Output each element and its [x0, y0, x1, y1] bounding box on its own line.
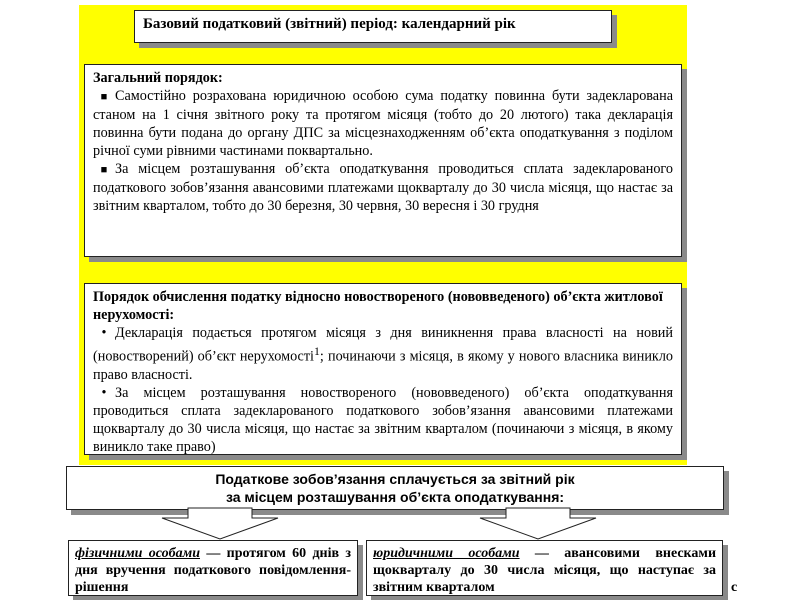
new-property-item-1-text: Декларація подається протягом місяця з дня виникнення права власності на новий (новостворений) об’єкт нерухомості — [93, 325, 673, 365]
new-property-box — [84, 283, 682, 455]
general-item-2-text: За місцем розташування об’єкта оподаткування проводиться сплата задекларованого податкового зобов’язання авансовими платежами щокварталу до 30 числа місяця, що настає за звітним кварталом, тобто до 30 березня, 30 червня, 30 вересня і 30 грудня — [93, 161, 673, 214]
period-title: Базовий податковий (звітний) період: календарний рік — [134, 10, 612, 43]
general-item-1 — [93, 87, 673, 160]
summary-line-2: за місцем розташування об’єкта оподаткування: — [225, 489, 565, 505]
payment-summary-box — [66, 466, 724, 510]
individuals-label: фізичними особами — [75, 546, 200, 561]
footnote-mark: 1 — [313, 344, 320, 358]
round-bullet-icon: • — [101, 384, 107, 401]
new-property-item-2-text: За місцем розташування новоствореного (нововведеного) об’єкта оподаткування проводиться сплата задекларованого податкового зобов’язання авансовими платежами щокварталу до 30 числа місяця, що настає за звітним кварталом (починаючи з місяця, в якому виникло таке право) — [93, 384, 673, 455]
individuals-text: — протягом 60 днів з дня вручення податкового повідомлення-рішення — [75, 546, 352, 595]
general-heading: Загальний порядок: — [93, 70, 223, 86]
general-item-1-text: Самостійно розрахована юридичною особою сума податку повинна бути задекларована станом на 1 січня звітного року та протягом місяця (тобто до 20 лютого) така декларація повинна бути подана до органу ДПС за місцезнаходженням об’єкта оподаткування з поділом річної суми рівними частинами поквартально. — [93, 88, 673, 159]
new-property-item-1-rest: ; починаючи з місяця, в якому у нового власника виникло право власності. — [93, 348, 673, 383]
general-procedure-box — [84, 64, 682, 257]
summary-line-1: Податкове зобов’язання сплачується за звітний рік — [215, 471, 575, 487]
new-property-item-1 — [93, 324, 673, 384]
stray-mark: с — [731, 580, 738, 595]
square-bullet-icon: ■ — [100, 91, 108, 103]
new-property-heading: Порядок обчислення податку відносно новоствореного (нововведеного) об’єкта житлової нерухомості: — [93, 289, 663, 323]
down-arrow-left-icon — [160, 506, 280, 542]
legal-text: — авансовими внесками щокварталу до 30 числа місяця, що наступає за звітним кварталом — [373, 546, 717, 595]
new-property-item-2 — [93, 384, 673, 456]
legal-label: юридичними особами — [373, 546, 520, 561]
round-bullet-icon: • — [101, 325, 107, 341]
square-bullet-icon: ■ — [100, 164, 108, 176]
legal-entities-box — [366, 540, 723, 596]
general-item-2 — [93, 160, 673, 215]
individuals-box — [68, 540, 358, 596]
down-arrow-right-icon — [478, 506, 598, 542]
